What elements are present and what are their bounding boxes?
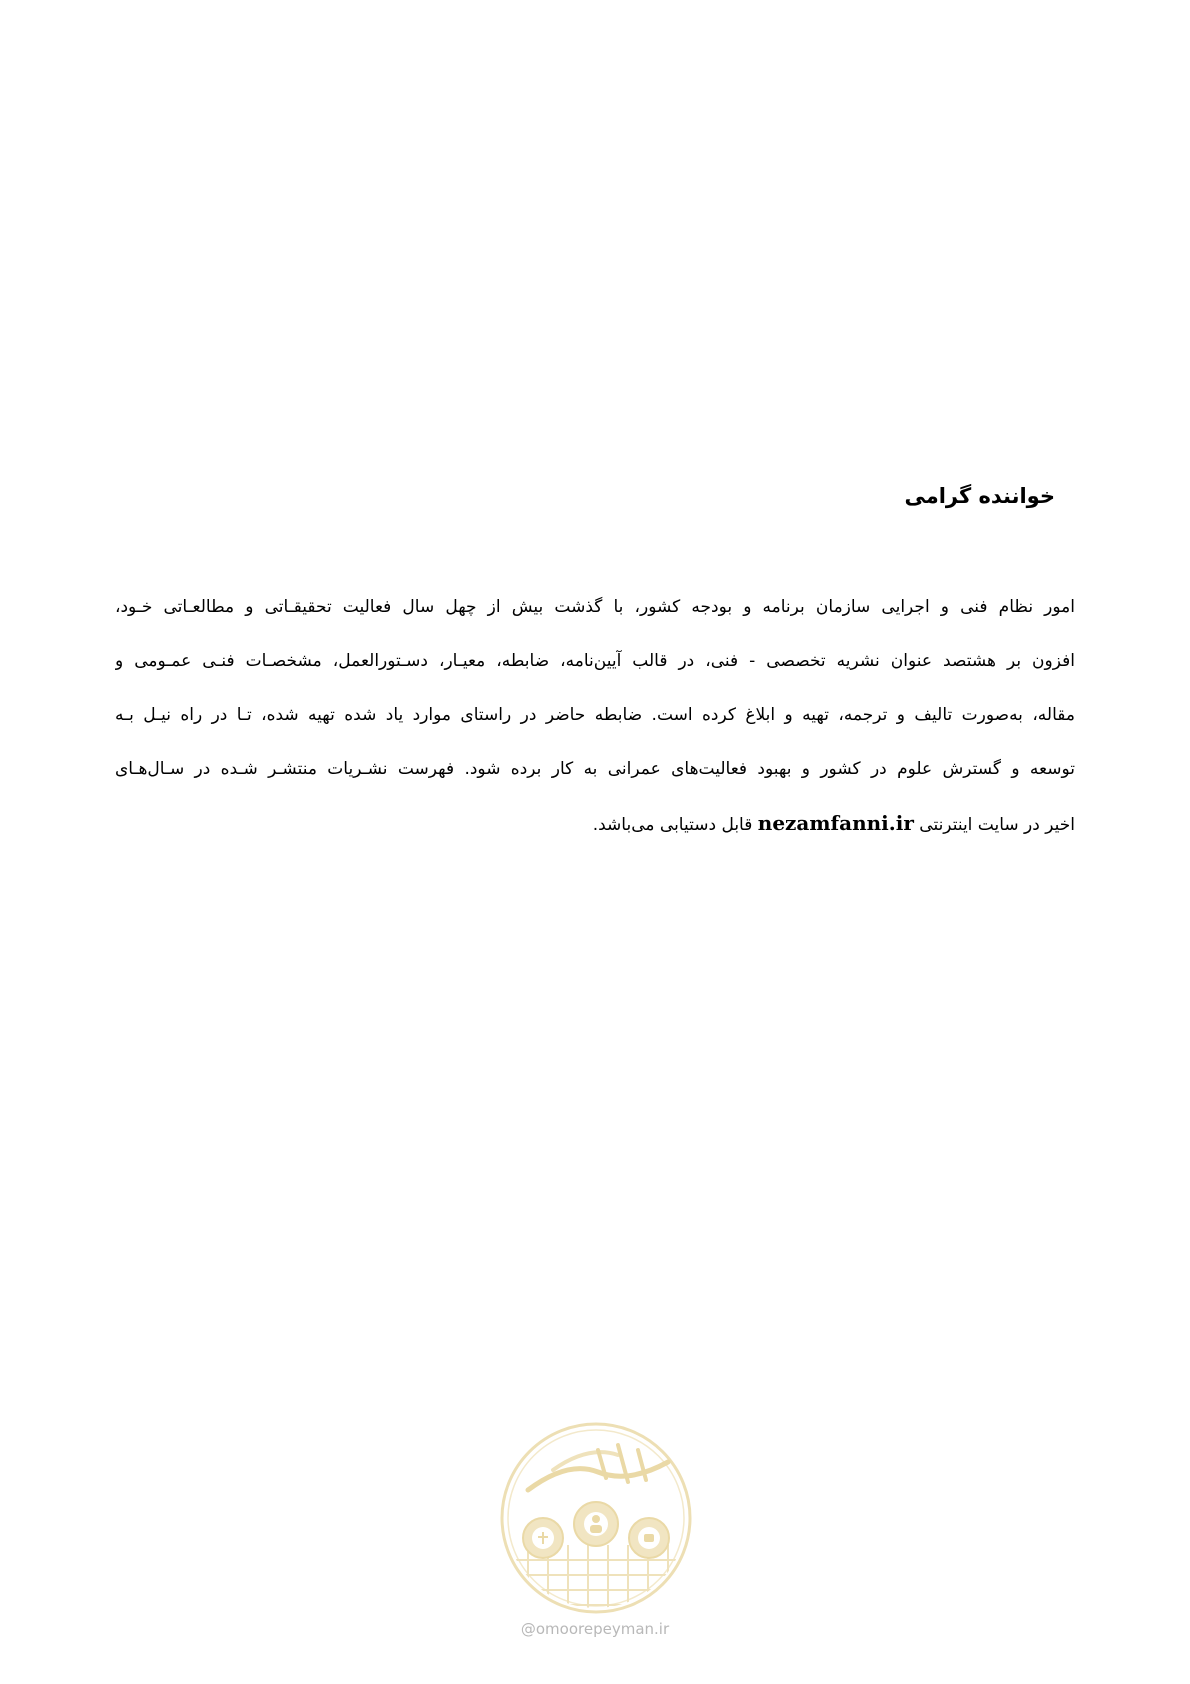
page-heading: خواننده گرامی bbox=[904, 484, 1055, 508]
paragraph-line-5-end: قابل دستیابی می‌باشد. bbox=[592, 815, 753, 835]
paragraph-line-3: مقاله، به‌صورت تالیف و ترجمه، تهیه و ابلاغ کرده است. ضابطه حاضر در راستای موارد یاد شده تهیه شده، تـا در راه نیـل بـه bbox=[115, 705, 1075, 725]
paragraph-line-5 bbox=[115, 796, 1075, 850]
intro-paragraph bbox=[115, 580, 1075, 850]
paragraph-line-5-start: اخیر در سایت اینترنتی bbox=[919, 815, 1075, 835]
paragraph-line-4: توسعه و گسترش علوم در کشور و بهبود فعالیت‌های عمرانی به کار برده شود. فهرست نشـریات منتشـر شـده در سـال‌هـای bbox=[115, 759, 1075, 779]
watermark-url: @omoorepeyman.ir bbox=[520, 1620, 670, 1638]
omoorepeyman-logo-icon bbox=[498, 1420, 694, 1616]
paragraph-line-1: امور نظام فنی و اجرایی سازمان برنامه و بودجه کشور، با گذشت بیش از چهل سال فعالیت تحقیقـاتی و مطالعـاتی خـود، bbox=[115, 597, 1075, 617]
website-link[interactable]: nezamfanni.ir bbox=[757, 811, 914, 835]
paragraph-line-2: افزون بر هشتصد عنوان نشریه تخصصی - فنی، در قالب آیین‌نامه، ضابطه، معیـار، دسـتورالعمل، مشخصـات فنـی عمـومی و bbox=[115, 651, 1075, 671]
